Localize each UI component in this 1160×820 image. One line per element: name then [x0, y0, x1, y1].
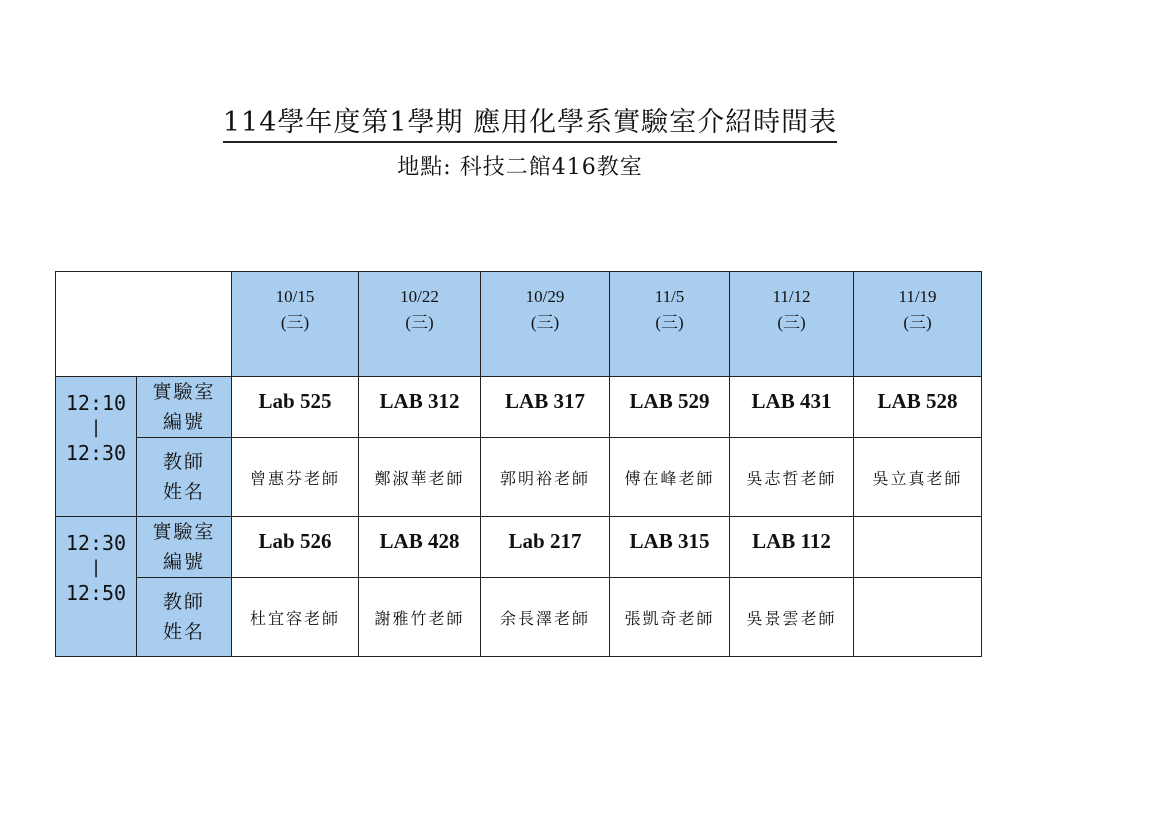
time-start: 12:30: [65, 531, 127, 555]
page-title: [0, 100, 1040, 143]
weekday: (三): [903, 313, 932, 332]
date-header: [610, 272, 730, 377]
lab-number: Lab 526: [232, 517, 359, 578]
time-slot: [56, 517, 137, 657]
teacher-row: [56, 438, 982, 517]
date: 11/12: [772, 287, 811, 306]
date: 10/29: [525, 287, 565, 306]
teacher-name: 張凱奇老師: [610, 578, 730, 657]
date-header: [359, 272, 481, 377]
date-header: [232, 272, 359, 377]
date: 10/22: [400, 287, 439, 306]
teacher-name-label: 教師 姓名: [137, 578, 232, 657]
date-header: [854, 272, 982, 377]
lab-number: LAB 312: [359, 377, 481, 438]
lab-number: [854, 517, 982, 578]
lab-number: LAB 112: [730, 517, 854, 578]
teacher-name-label: 教師 姓名: [137, 438, 232, 517]
time-start: 12:10: [65, 391, 127, 415]
date: 11/19: [898, 287, 937, 306]
teacher-name: 鄭淑華老師: [359, 438, 481, 517]
teacher-name: 曾惠芬老師: [232, 438, 359, 517]
teacher-name: 杜宜容老師: [232, 578, 359, 657]
weekday: (三): [280, 313, 310, 332]
weekday: (三): [405, 313, 434, 332]
title-text: 114學年度第1學期 應用化學系實驗室介紹時間表: [223, 100, 837, 143]
time-slot: [56, 377, 137, 517]
location-subtitle: 地點: 科技二館416教室: [397, 155, 643, 180]
time-end: 12:50: [65, 581, 127, 605]
corner-cell: [56, 272, 232, 377]
teacher-name: 謝雅竹老師: [359, 578, 481, 657]
time-separator: |: [90, 557, 102, 578]
date: 10/15: [275, 287, 315, 306]
lab-row: [56, 517, 982, 578]
date-header: [481, 272, 610, 377]
teacher-row: [56, 578, 982, 657]
teacher-name: 郭明裕老師: [481, 438, 610, 517]
lab-number-label: 實驗室 編號: [137, 517, 232, 578]
teacher-name: [854, 578, 982, 657]
lab-number: LAB 428: [359, 517, 481, 578]
time-end: 12:30: [65, 441, 127, 465]
lab-number-label: 實驗室 編號: [137, 377, 232, 438]
date: 11/5: [654, 287, 685, 306]
weekday: (三): [777, 313, 806, 332]
teacher-name: 吳立真老師: [854, 438, 982, 517]
weekday: (三): [655, 313, 684, 332]
teacher-name: 余長澤老師: [481, 578, 610, 657]
lab-number: Lab 525: [232, 377, 359, 438]
weekday: (三): [530, 313, 560, 332]
teacher-name: 吳志哲老師: [730, 438, 854, 517]
lab-number: LAB 317: [481, 377, 610, 438]
schedule-table: [55, 271, 982, 657]
lab-row: [56, 377, 982, 438]
header-row: [56, 272, 982, 377]
teacher-name: 吳景雲老師: [730, 578, 854, 657]
time-separator: |: [90, 417, 102, 438]
lab-number: LAB 431: [730, 377, 854, 438]
lab-number: LAB 528: [854, 377, 982, 438]
lab-number: LAB 315: [610, 517, 730, 578]
lab-number: Lab 217: [481, 517, 610, 578]
date-header: [730, 272, 854, 377]
lab-number: LAB 529: [610, 377, 730, 438]
teacher-name: 傅在峰老師: [610, 438, 730, 517]
